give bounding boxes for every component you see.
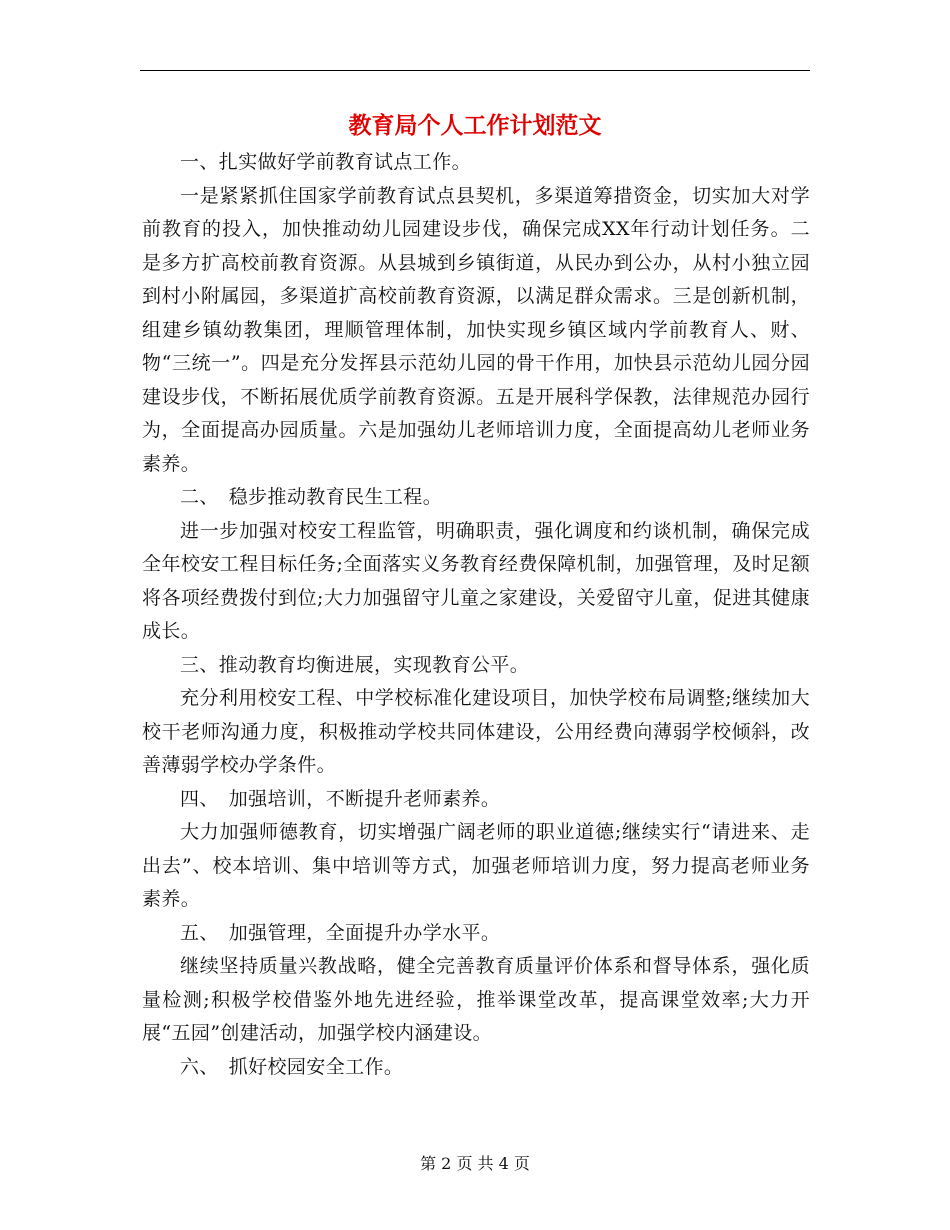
section-heading: 二、 稳步推动教育民生工程。 [180,486,443,508]
section-paragraph: 一是紧紧抓住国家学前教育试点县契机，多渠道筹措资金，切实加大对学前教育的投入，加快推动幼儿园建设步伐，确保完成XX年行动计划任务。二是多方扩高校前教育资源。从县城到乡镇街道，从民办到公办，从村小独立园到村小附属园，多渠道扩高校前教育资源，以满足群众需求。三是创新机制，组建乡镇幼教集团，理顺管理体制，加快实现乡镇区域内学前教育人、财、物“三统一”。四是充分发挥县示范幼儿园的骨干作用，加快县示范幼儿园分园建设步伐，不断拓展优质学前教育资源。五是开展科学保教，法律规范办园行为，全面提高办园质量。六是加强幼儿老师培训力度，全面提高幼儿老师业务素养。 [142,184,810,475]
section-heading: 三、推动教育均衡进展，实现教育公平。 [180,653,530,676]
section-paragraph: 充分利用校安工程、中学校标准化建设项目，加快学校布局调整;继续加大校干老师沟通力度，积极推动学校共同体建设，公用经费向薄弱学校倾斜，改善薄弱学校办学条件。 [142,687,810,776]
section-heading: 四、 加强培训，不断提升老师素养。 [180,787,501,810]
document-title: 教育局个人工作计划范文 [348,112,602,139]
section-heading: 六、 抓好校园安全工作。 [180,1055,404,1078]
section-heading: 一、扎实做好学前教育试点工作。 [180,151,472,173]
section-paragraph: 进一步加强对校安工程监管，明确职责，强化调度和约谈机制，确保完成全年校安工程目标任务;全面落实义务教育经费保障机制，加强管理，及时足额将各项经费拨付到位;大力加强留守儿童之家建设，关爱留守儿童，促进其健康成长。 [142,519,810,642]
section-paragraph: 继续坚持质量兴教战略，健全完善教育质量评价体系和督导体系，强化质量检测;积极学校借鉴外地先进经验，推举课堂改革，提高课堂效率;大力开展“五园”创建活动，加强学校内涵建设。 [142,955,810,1044]
section-heading: 五、 加强管理，全面提升办学水平。 [180,921,501,944]
section-paragraph: 大力加强师德教育，切实增强广阔老师的职业道德;继续实行“请进来、走出去”、校本培训、集中培训等方式，加强老师培训力度，努力提高老师业务素养。 [142,821,810,910]
page-number: 第 2 页 共 4 页 [420,1154,530,1173]
header-rule [140,70,810,71]
document-body [142,146,810,1084]
